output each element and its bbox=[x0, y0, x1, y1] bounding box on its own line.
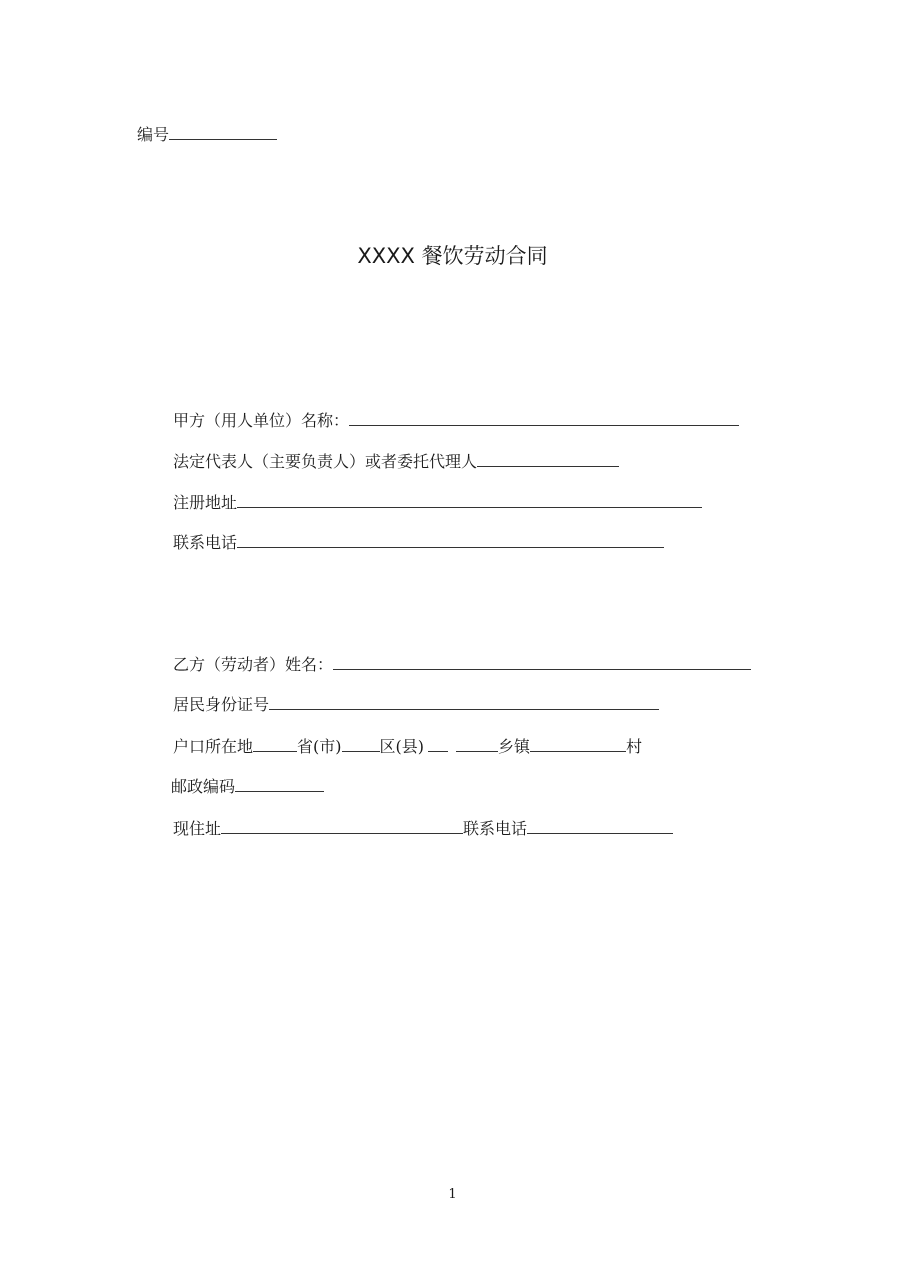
party-a-representative-field[interactable] bbox=[477, 452, 619, 467]
party-b-name-line bbox=[173, 655, 751, 673]
party-b-residence-label: 现住址 bbox=[173, 819, 222, 838]
party-b-name-field[interactable] bbox=[333, 655, 751, 670]
party-a-phone-label: 联系电话 bbox=[173, 533, 238, 552]
party-b-name-label: 乙方（劳动者）姓名： bbox=[173, 655, 334, 674]
hukou-district-extra-field[interactable] bbox=[428, 737, 448, 752]
village-label: 村 bbox=[626, 737, 643, 756]
party-a-representative-line bbox=[173, 452, 619, 470]
document-title: XXXX 餐饮劳动合同 bbox=[357, 244, 548, 268]
province-label: 省(市) bbox=[297, 737, 342, 756]
party-b-phone-field[interactable] bbox=[527, 819, 673, 834]
party-b-postcode-label: 邮政编码 bbox=[171, 777, 236, 796]
party-a-name-label: 甲方（用人单位）名称： bbox=[173, 411, 350, 430]
document-number-field[interactable] bbox=[169, 125, 277, 140]
hukou-province-field[interactable] bbox=[253, 737, 297, 752]
party-a-address-field[interactable] bbox=[237, 493, 702, 508]
party-a-name-field[interactable] bbox=[349, 411, 739, 426]
party-a-address-line bbox=[173, 493, 702, 511]
party-b-residence-field[interactable] bbox=[221, 819, 463, 834]
party-b-id-label: 居民身份证号 bbox=[173, 695, 270, 714]
party-b-id-line bbox=[173, 695, 659, 713]
party-b-phone-label: 联系电话 bbox=[463, 819, 528, 838]
party-b-postcode-field[interactable] bbox=[235, 777, 324, 792]
hukou-town-field[interactable] bbox=[456, 737, 498, 752]
document-number bbox=[137, 125, 277, 143]
hukou-district-field[interactable] bbox=[342, 737, 380, 752]
party-b-hukou-line bbox=[173, 737, 642, 755]
district-label: 区(县) bbox=[379, 737, 425, 756]
page-number: 1 bbox=[448, 1187, 457, 1202]
document-number-label: 编号 bbox=[137, 125, 170, 144]
party-a-representative-label: 法定代表人（主要负责人）或者委托代理人 bbox=[173, 452, 478, 471]
party-a-phone-field[interactable] bbox=[237, 533, 664, 548]
party-b-id-field[interactable] bbox=[269, 695, 659, 710]
party-a-address-label: 注册地址 bbox=[173, 493, 238, 512]
town-label: 乡镇 bbox=[498, 737, 531, 756]
party-b-residence-line bbox=[173, 819, 673, 837]
party-b-postcode-line bbox=[171, 777, 324, 795]
party-a-phone-line bbox=[173, 533, 664, 551]
party-b-hukou-label: 户口所在地 bbox=[173, 737, 254, 756]
hukou-village-field[interactable] bbox=[530, 737, 626, 752]
party-a-name-line bbox=[173, 411, 739, 429]
